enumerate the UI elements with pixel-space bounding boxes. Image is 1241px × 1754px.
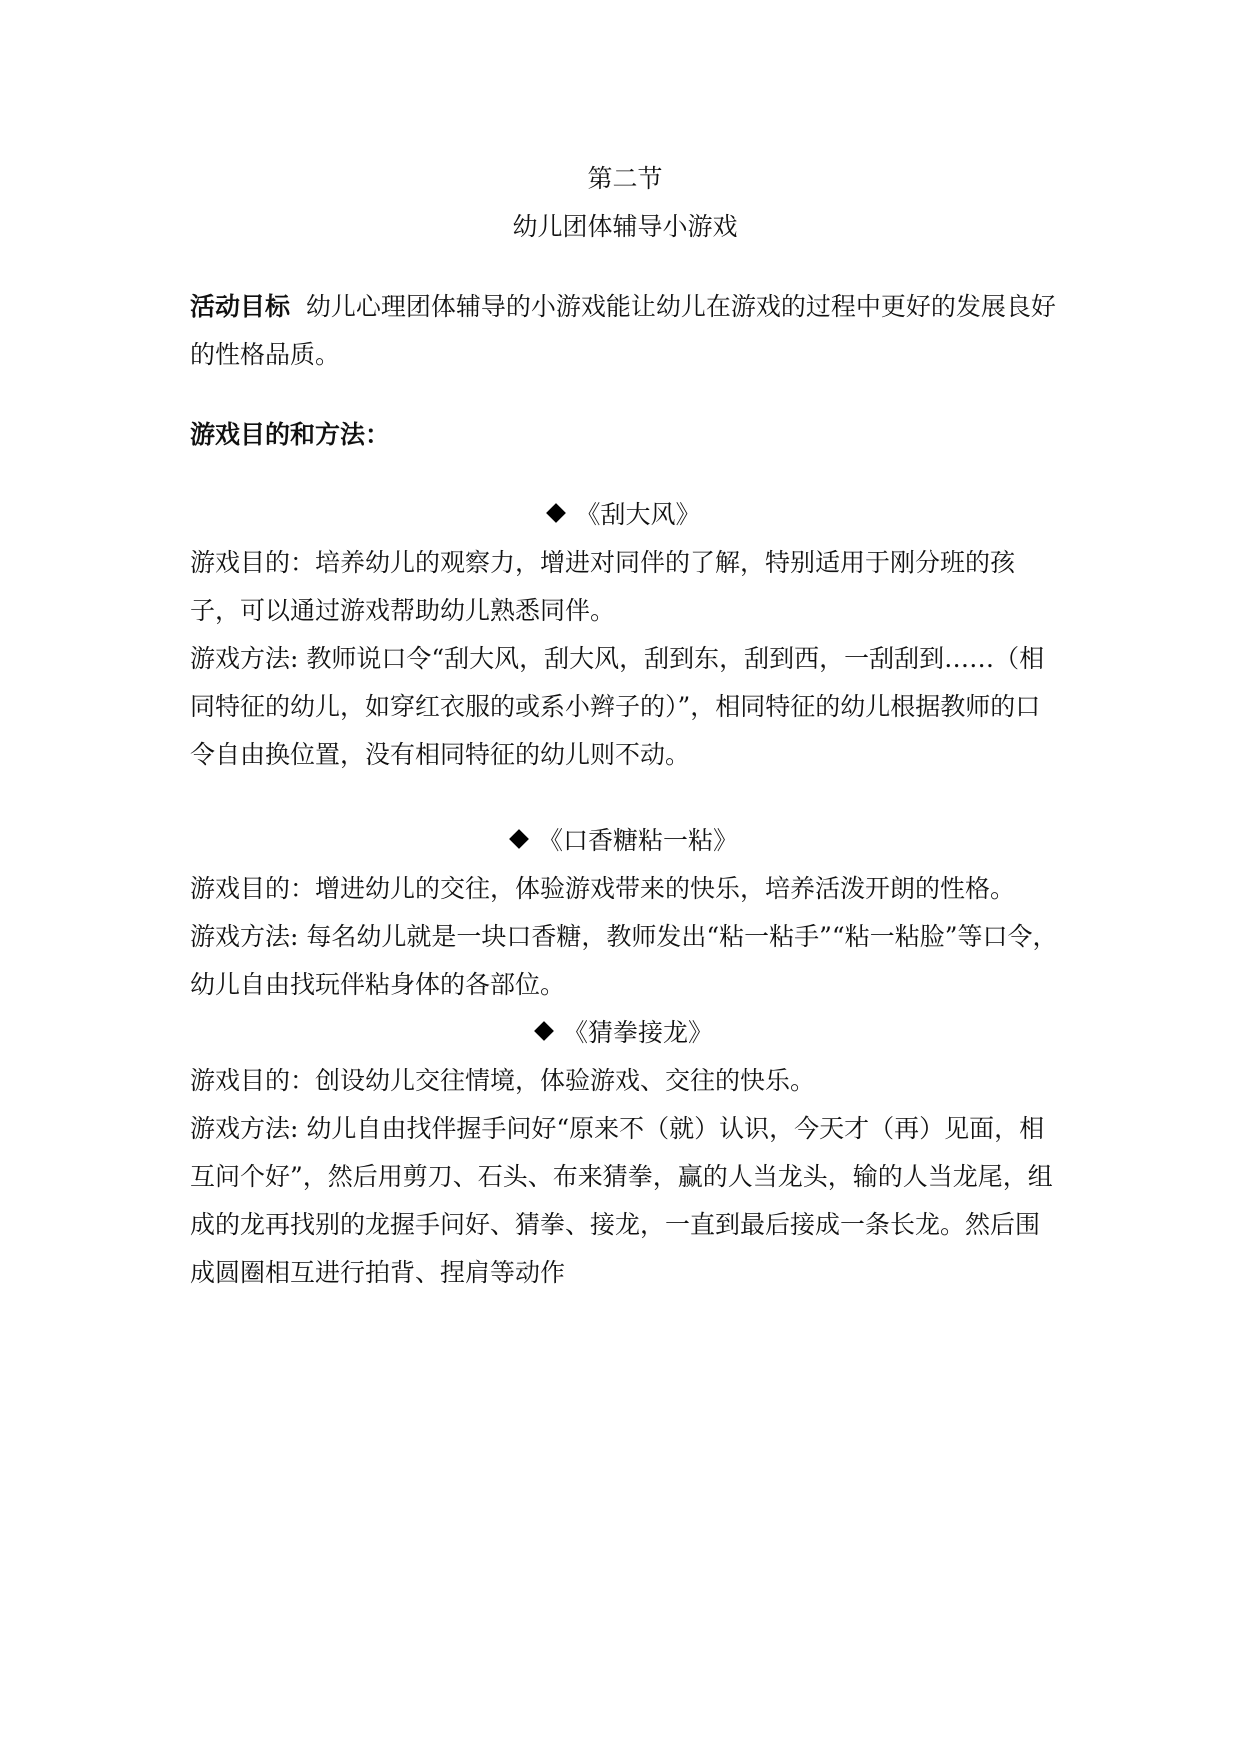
game-purpose: 游戏目的：培养幼儿的观察力，增进对同伴的了解，特别适用于刚分班的孩子，可以通过游戏帮助幼儿熟悉同伴。 — [190, 548, 1016, 625]
game-method: 游戏方法: 教师说口令“刮大风，刮大风，刮到东，刮到西，一刮刮到……（相同特征的幼儿，如穿红衣服的或系小辫子的）”，相同特征的幼儿根据教师的口令自由换位置，没有相同特征的幼儿则不动。 — [190, 644, 1045, 769]
game-purpose: 游戏目的：创设幼儿交往情境，体验游戏、交往的快乐。 — [190, 1066, 816, 1095]
section-number: 第二节 — [587, 164, 663, 193]
game-title-text: 《刮大风》 — [575, 500, 701, 529]
document-title: 幼儿团体辅导小游戏 — [512, 212, 738, 241]
methods-heading: 游戏目的和方法： — [190, 420, 391, 449]
activity-goal-paragraph — [190, 283, 1060, 379]
diamond-bullet-icon — [534, 1021, 554, 1041]
game-title-text: 《猜拳接龙》 — [562, 1018, 713, 1047]
game-section — [190, 1009, 1060, 1297]
game-title — [190, 1009, 1060, 1057]
game-title — [190, 817, 1060, 865]
game-title-text: 《口香糖粘一粘》 — [537, 826, 738, 855]
game-purpose: 游戏目的：增进幼儿的交往，体验游戏带来的快乐，培养活泼开朗的性格。 — [190, 874, 1016, 903]
game-method: 游戏方法: 幼儿自由找伴握手问好“原来不（就）认识，今天才（再）见面，相互问个好”，然后用剪刀、石头、布来猜拳，赢的人当龙头，输的人当龙尾，组成的龙再找别的龙握手问好、猜拳、接龙，一直到最后接成一条长龙。然后围成圆圈相互进行拍背、捏肩等动作 — [190, 1114, 1053, 1287]
game-section — [190, 817, 1060, 1009]
activity-goal-label: 活动目标 — [190, 292, 291, 321]
diamond-bullet-icon — [547, 503, 567, 523]
document-body — [190, 155, 1060, 1297]
game-method: 游戏方法: 每名幼儿就是一块口香糖，教师发出“粘一粘手”“粘一粘脸”等口令，幼儿自由找玩伴粘身体的各部位。 — [190, 922, 1058, 999]
activity-goal-text: 幼儿心理团体辅导的小游戏能让幼儿在游戏的过程中更好的发展良好的性格品质。 — [190, 292, 1056, 369]
diamond-bullet-icon — [509, 829, 529, 849]
game-section — [190, 491, 1060, 779]
game-title — [190, 491, 1060, 539]
